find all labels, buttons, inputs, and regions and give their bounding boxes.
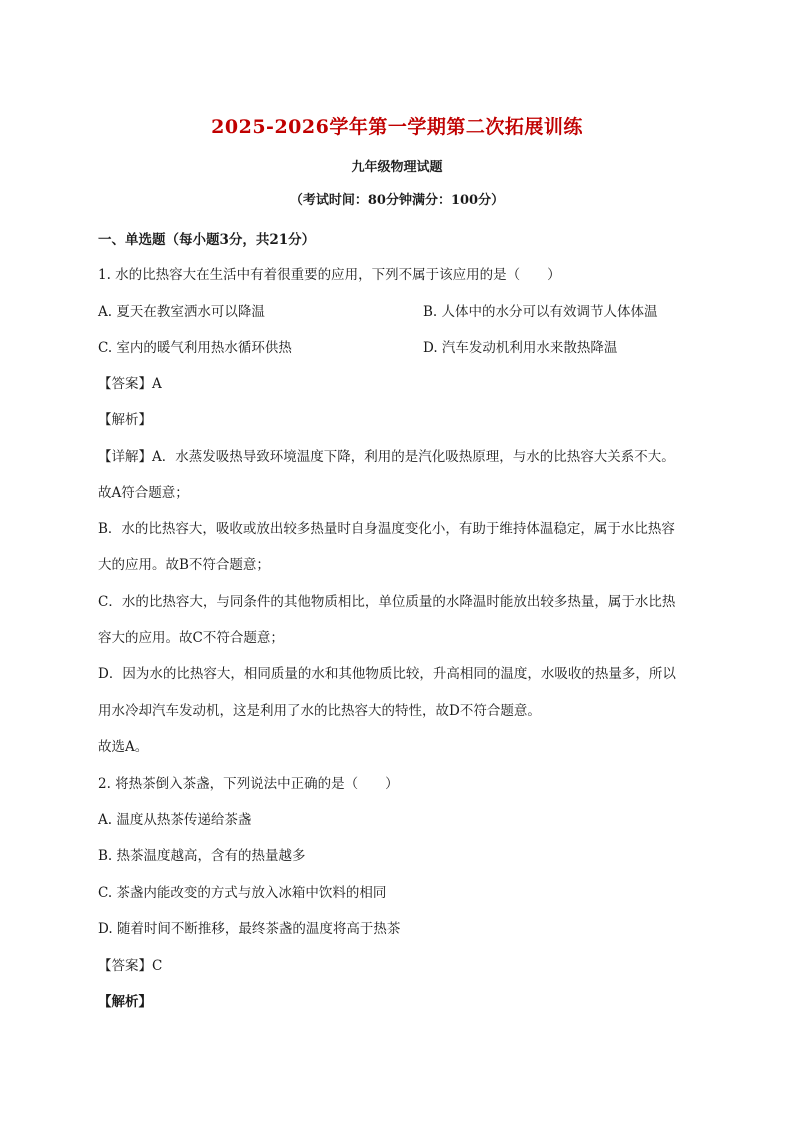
question-1-detail-line: 故A符合题意； xyxy=(98,485,189,501)
question-1-option-b: B. 人体中的水分可以有效调节人体体温 xyxy=(423,304,658,320)
question-1-option-a: A. 夏天在教室洒水可以降温 xyxy=(98,304,265,320)
question-1-analysis-label: 【解析】 xyxy=(98,412,152,428)
question-1-stem: 1. 水的比热容大在生活中有着很重要的应用，下列不属于该应用的是（ ） xyxy=(98,267,561,283)
document-title: 2025-2026学年第一学期第二次拓展训练 xyxy=(211,116,583,138)
question-2-analysis-label: 【解析】 xyxy=(98,994,152,1010)
question-2-option-d: D. 随着时间不断推移，最终茶盏的温度将高于热茶 xyxy=(98,921,401,937)
question-1-detail-line: 容大的应用。故C不符合题意； xyxy=(98,630,284,646)
question-1-option-d: D. 汽车发动机利用水来散热降温 xyxy=(423,340,618,356)
question-1-detail-line: 用水冷却汽车发动机，这是利用了水的比热容大的特性，故D不符合题意。 xyxy=(98,703,541,719)
question-1-detail-line: 【详解】A．水蒸发吸热导致环境温度下降，利用的是汽化吸热原理，与水的比热容大关系不大。 xyxy=(98,449,675,465)
question-1-detail-line: B．水的比热容大，吸收或放出较多热量时自身温度变化小，有助于维持体温稳定，属于水比热容 xyxy=(98,521,675,537)
question-1-detail-line: 大的应用。故B不符合题意； xyxy=(98,557,270,573)
exam-time-info: （考试时间：80分钟满分：100分） xyxy=(289,193,505,208)
question-2-stem: 2. 将热茶倒入茶盏，下列说法中正确的是（ ） xyxy=(98,776,399,792)
question-1-answer: 【答案】A xyxy=(98,376,162,392)
question-1-option-c: C. 室内的暖气利用热水循环供热 xyxy=(98,340,292,356)
question-1-detail-line: C．水的比热容大，与同条件的其他物质相比，单位质量的水降温时能放出较多热量，属于水比热 xyxy=(98,594,676,610)
question-2-option-b: B. 热茶温度越高，含有的热量越多 xyxy=(98,848,306,864)
section-heading: 一、单选题（每小题3分，共21分） xyxy=(98,232,316,248)
question-2-option-c: C. 茶盏内能改变的方式与放入冰箱中饮料的相同 xyxy=(98,885,387,901)
question-2-answer: 【答案】C xyxy=(98,958,163,974)
question-1-detail-line: D．因为水的比热容大，相同质量的水和其他物质比较，升高相同的温度，水吸收的热量多，所以 xyxy=(98,666,676,682)
question-2-option-a: A. 温度从热茶传递给茶盏 xyxy=(98,812,252,828)
document-subtitle: 九年级物理试题 xyxy=(351,160,443,175)
question-1-conclusion: 故选A。 xyxy=(98,739,149,755)
